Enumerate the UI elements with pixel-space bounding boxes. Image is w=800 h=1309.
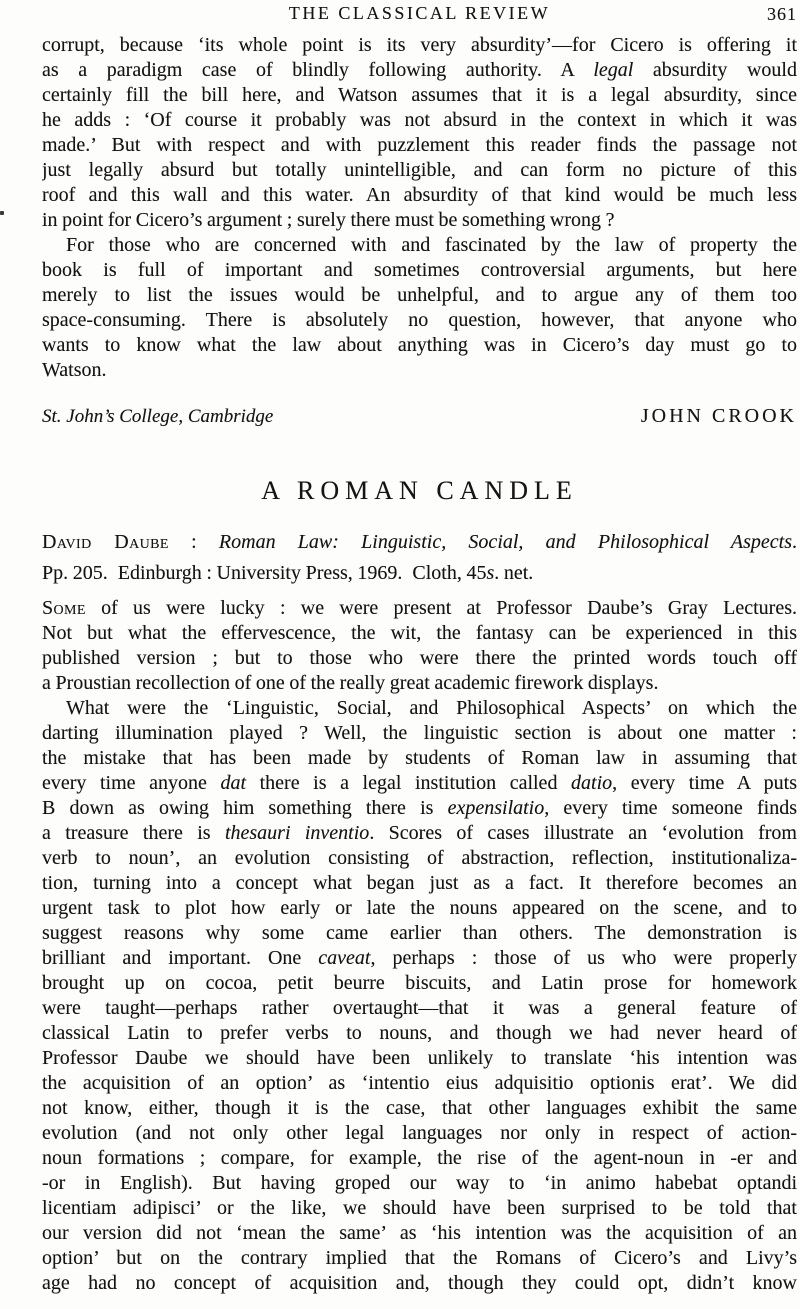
text-line: tion, turning into a concept what began just as a fact. It therefore becomes an — [42, 872, 797, 894]
text-line: space-consuming. There is absolutely no question, however, that anyone who — [42, 309, 797, 331]
text-line: age had no concept of acquisition and, though they could opt, didn’t know — [42, 1272, 797, 1294]
text-line: David Daube : Roman Law: Linguistic, Social, and Philosophical Aspects. — [42, 531, 797, 553]
review-signoff — [42, 405, 797, 430]
previous-review-text — [42, 33, 797, 383]
review-article — [42, 477, 797, 1296]
reviewer-name: JOHN CROOK — [640, 405, 797, 427]
text-line: classical Latin to prefer verbs to nouns, and though we had never heard of — [42, 1022, 797, 1044]
text-line: corrupt, because ‘its whole point is its very absurdity’—for Cicero is offering it — [42, 34, 797, 56]
text-line: Some of us were lucky : we were present at Professor Daube’s Gray Lectures. — [42, 597, 797, 619]
text-line: a treasure there is thesauri inventio. Scores of cases illustrate an ‘evolution from — [42, 822, 797, 844]
text-line: licentiam adipisci’ or the like, we should have been surprised to be told that — [42, 1197, 797, 1219]
book-citation — [42, 527, 797, 589]
review-body-text — [42, 596, 797, 1296]
text-line: darting illumination played ? Well, the linguistic section is about one matter : — [42, 722, 797, 744]
text-line: -or in English). But having groped our way to ‘in animo habebat optandi — [42, 1172, 797, 1194]
running-head — [42, 3, 797, 27]
text-line: he adds : ‘Of course it probably was not absurd in the context in which it was — [42, 109, 797, 131]
previous-review-end — [42, 33, 797, 430]
text-line: urgent task to plot how early or late the nouns appeared on the scene, and to — [42, 897, 797, 919]
text-line: wants to know what the law about anything was in Cicero’s day must go to — [42, 334, 797, 356]
text-line: a Proustian recollection of one of the really great academic firework displays. — [42, 672, 659, 694]
text-line: certainly fill the bill here, and Watson assumes that it is a legal absurdity, since — [42, 84, 797, 106]
text-line: were taught—perhaps rather overtaught—that it was a general feature of — [42, 997, 797, 1019]
text-line: as a paradigm case of blindly following authority. A legal absurdity would — [42, 59, 797, 81]
review-title: A ROMAN CANDLE — [261, 476, 578, 505]
text-line: in point for Cicero’s argument ; surely there must be something wrong ? — [42, 209, 615, 231]
reviewer-affiliation: St. John’s College, Cambridge — [42, 406, 274, 427]
text-line: noun formations ; compare, for example, the rise of the agent-noun in -er and — [42, 1147, 797, 1169]
page-content — [42, 0, 797, 1296]
text-line: Professor Daube we should have been unlikely to translate ‘his intention was — [42, 1047, 797, 1069]
text-line: brought up on cocoa, petit beurre biscuits, and Latin prose for homework — [42, 972, 797, 994]
text-line: roof and this wall and this water. An absurdity of that kind would be much less — [42, 184, 797, 206]
text-line: evolution (and not only other legal languages nor only in respect of action- — [42, 1122, 797, 1144]
text-line: merely to list the issues would be unhelpful, and to argue any of them too — [42, 284, 797, 306]
text-line: the acquisition of an option’ as ‘intentio eius adquisitio optionis erat’. We did — [42, 1072, 797, 1094]
text-line: made.’ But with respect and with puzzlement this reader finds the passage not — [42, 134, 797, 156]
text-line: every time anyone dat there is a legal institution called datio, every time A puts — [42, 772, 797, 794]
text-line: the mistake that has been made by students of Roman law in assuming that — [42, 747, 797, 769]
text-line: option’ but on the contrary implied that the Romans of Cicero’s and Livy’s — [42, 1247, 797, 1269]
journal-title: THE CLASSICAL REVIEW — [288, 3, 551, 23]
text-line: just legally absurd but totally unintelligible, and can form no picture of this — [42, 159, 797, 181]
text-line: published version ; but to those who were there the printed words touch off — [42, 647, 797, 669]
text-line: What were the ‘Linguistic, Social, and Philosophical Aspects’ on which the — [66, 697, 797, 719]
text-line: Watson. — [42, 359, 107, 381]
text-line: not know, either, though it is the case, that other languages exhibit the same — [42, 1097, 797, 1119]
text-line: For those who are concerned with and fascinated by the law of property the — [66, 234, 797, 256]
text-line: verb to noun’, an evolution consisting of abstraction, reflection, institutionaliza- — [42, 847, 797, 869]
text-line: book is full of important and sometimes controversial arguments, but here — [42, 259, 797, 281]
text-line: B down as owing him something there is expensilatio, every time someone finds — [42, 797, 797, 819]
text-line: brilliant and important. One caveat, perhaps : those of us who were properly — [42, 947, 797, 969]
text-line: suggest reasons why some came earlier than others. The demonstration is — [42, 922, 797, 944]
text-line: our version did not ‘mean the same’ as ‘his intention was the acquisition of an — [42, 1222, 797, 1244]
text-line: Not but what the effervescence, the wit, the fantasy can be experienced in this — [42, 622, 797, 644]
text-line: Pp. 205. Edinburgh : University Press, 1969. Cloth, 45s. net. — [42, 562, 534, 584]
scan-speck — [0, 211, 4, 215]
page-number: 361 — [767, 4, 797, 24]
